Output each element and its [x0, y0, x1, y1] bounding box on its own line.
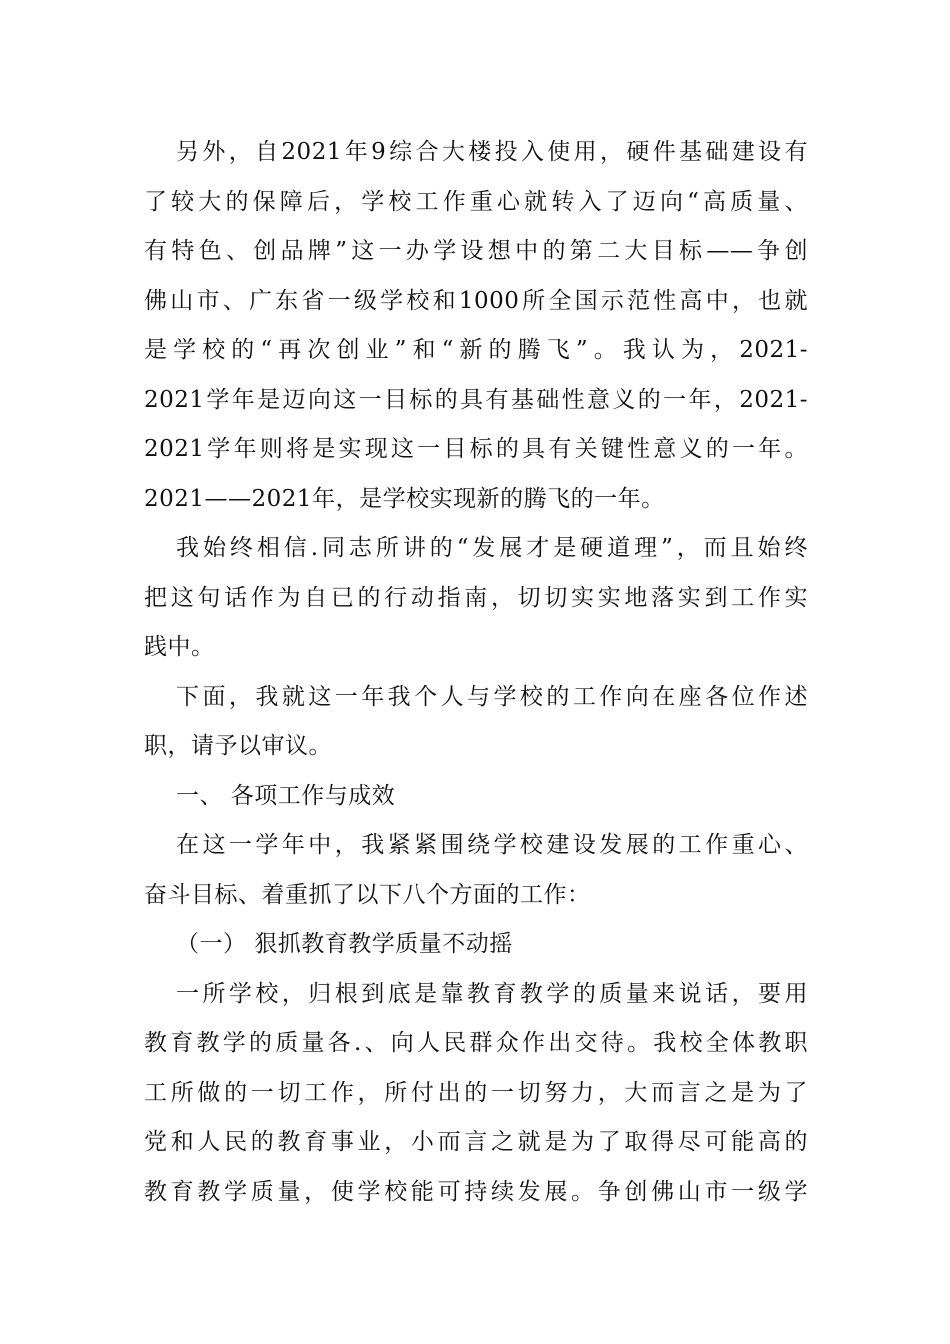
text-line: 了较大的保障后，学校工作重心就转入了迈向“高质量、	[144, 188, 808, 215]
text-line: 工所做的一切工作，所付出的一切努力，大而言之是为了	[144, 1079, 808, 1106]
text-line: 奋斗目标、着重抓了以下八个方面的工作：	[144, 881, 591, 908]
subsection-heading: （一） 狠抓教育教学质量不动摇	[176, 931, 513, 957]
text-line: 践中。	[144, 634, 215, 660]
document-body	[144, 128, 808, 1217]
text-line: 另外，自2021年9综合大楼投入使用，硬件基础建设有	[176, 139, 808, 165]
text-line: 党和人民的教育事业，小而言之就是为了取得尽可能高的	[144, 1129, 808, 1155]
text-line: 在这一学年中，我紧紧围绕学校建设发展的工作重心、	[176, 832, 808, 858]
text-line: 一所学校，归根到底是靠教育教学的质量来说话，要用	[176, 980, 808, 1007]
section-heading: 一、 各项工作与成效	[176, 782, 396, 809]
text-line: 是学校的“再次创业”和“新的腾飞”。我认为，2021-	[144, 337, 808, 363]
text-line: 2021——2021年，是学校实现新的腾飞的一年。	[144, 485, 665, 512]
text-line: 教育教学的质量各.、向人民群众作出交待。我校全体教职	[144, 1030, 808, 1056]
text-line: 2021学年是迈向这一目标的具有基础性意义的一年，2021-	[144, 386, 808, 413]
text-line: 我始终相信.同志所讲的“发展才是硬道理”，而且始终	[176, 535, 808, 561]
text-line: 把这句话作为自已的行动指南，切切实实地落实到工作实	[144, 584, 808, 611]
text-line: 下面，我就这一年我个人与学校的工作向在座各位作述	[176, 683, 808, 710]
text-line: 职，请予以审议。	[144, 733, 332, 759]
text-line: 有特色、创品牌”这一办学设想中的第二大目标——争创	[144, 238, 808, 264]
text-line: 教育教学质量，使学校能可持续发展。争创佛山市一级学	[144, 1178, 808, 1205]
text-line: 2021学年则将是实现这一目标的具有关键性意义的一年。	[144, 436, 808, 462]
text-line: 佛山市、广东省一级学校和1000所全国示范性高中，也就	[144, 287, 808, 314]
